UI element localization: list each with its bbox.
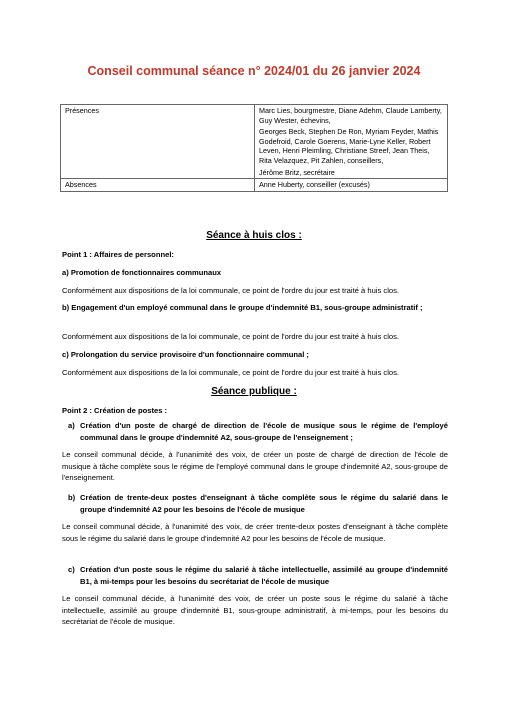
table-row: [61, 179, 448, 192]
public-item-a-text: Le conseil communal décide, à l'unanimité des voix, de créer un poste de chargé de direction de l'école de musique à tâche complète sous le régime de l'employé communal dans le groupe d'indemnité A2, sous-groupe de l'enseignement.: [62, 450, 448, 483]
public-item-c-title: Création d'un poste sous le régime du salarié à tâche intellectuelle, assimilé au groupe d'indemnité B1, à mi-temps pour les besoins du secrétariat de l'école de musique: [80, 565, 448, 586]
public-item-c-text: Le conseil communal décide, à l'unanimité des voix, de créer un poste sous le régime du salarié à tâche intellectuelle, assimilé au groupe d'indemnité B1, sous-groupe administratif, à mi-temps, pour les besoins du secrétariat de l'école de musique.: [62, 594, 448, 627]
public-item-b: [68, 492, 448, 515]
table-row: [61, 105, 448, 179]
closed-item-b: b) Engagement d'un employé communal dans le groupe d'indemnité B1, sous-groupe administratif ;: [62, 303, 423, 312]
absent-cell: Anne Huberty, conseiller (excusés): [255, 179, 448, 192]
closed-item-a-text: Conformément aux dispositions de la loi communale, ce point de l'ordre du jour est traité à huis clos.: [62, 286, 400, 295]
public-item-c-number: c): [68, 565, 75, 574]
public-item-b-text: Le conseil communal décide, à l'unanimité des voix, de créer trente-deux postes d'enseignant à tâche complète sous le régime du salarié dans le groupe d'indemnité A2 pour les besoins de l'école de musique.: [62, 522, 448, 543]
closed-item-c: c) Prolongation du service provisoire d'un fonctionnaire communal ;: [62, 350, 309, 359]
point1-heading: Point 1 : Affaires de personnel:: [62, 250, 174, 259]
present-label: Présences: [61, 105, 255, 179]
public-session-heading: Séance publique :: [211, 386, 297, 397]
public-item-b-title: Création de trente-deux postes d'enseignant à tâche complète sous le régime du salarié dans le groupe d'indemnité A2 pour les besoins de l'école de musique: [80, 493, 448, 514]
public-item-a-number: a): [68, 421, 75, 430]
closed-item-c-text: Conformément aux dispositions de la loi communale, ce point de l'ordre du jour est traité à huis clos.: [62, 368, 400, 377]
page-title: Conseil communal séance n° 2024/01 du 26 janvier 2024: [87, 64, 421, 78]
public-item-a-title: Création d'un poste de chargé de direction de l'école de musique sous le régime de l'employé communal dans le groupe d'indemnité A2, sous-groupe de l'enseignement ;: [80, 421, 448, 442]
attendance-table: [60, 104, 448, 192]
present-cell: [255, 105, 448, 179]
public-item-a: [68, 420, 448, 443]
public-item-c: [68, 564, 448, 587]
present-councillors: Georges Beck, Stephen De Ron, Myriam Feyder, Mathis Godefroid, Carole Goerens, Marie-Lyne Keller, Robert Leven, Henri Pleimling, Christiane Streef, Jean Theis, Rita Velazquez, Pit Zahlen, conseillers,: [259, 127, 439, 165]
present-secretary: Jérôme Britz, secrétaire: [259, 167, 335, 177]
point2-heading: Point 2 : Création de postes :: [62, 406, 168, 415]
present-officials: Marc Lies, bourgmestre, Diane Adehm, Claude Lamberty, Guy Wester, échevins,: [259, 106, 442, 125]
absent-label: Absences: [61, 179, 255, 192]
closed-item-b-text: Conformément aux dispositions de la loi communale, ce point de l'ordre du jour est traité à huis clos.: [62, 332, 400, 341]
closed-item-a: a) Promotion de fonctionnaires communaux: [62, 268, 222, 277]
public-item-b-number: b): [68, 493, 76, 502]
closed-session-heading: Séance à huis clos :: [206, 230, 302, 241]
